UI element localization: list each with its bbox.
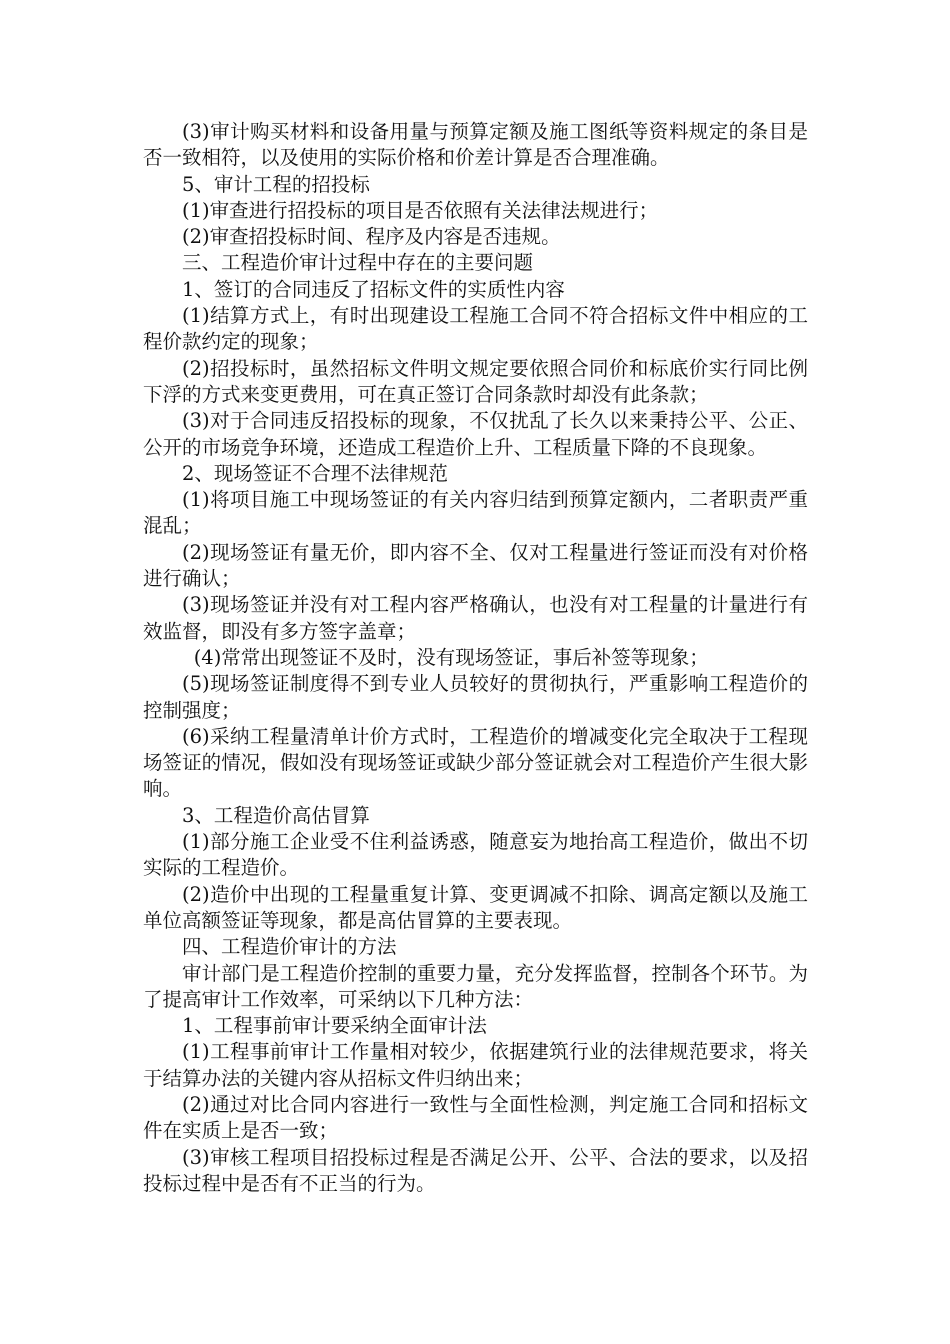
paragraph-market-disruption: (3)对于合同违反招投标的现象，不仅扰乱了长久以来秉持公平、公正、公开的市场竞争环境，还造成工程造价上升、工程质量下降的不良现象。 bbox=[143, 409, 808, 459]
paragraph-bidding-procedure: (2)审查招投标时间、程序及内容是否违规。 bbox=[182, 225, 561, 249]
paragraph-bill-of-quantities: (6)采纳工程量清单计价方式时，工程造价的增减变化完全取决于工程现场签证的情况，假如没有现场签证或缺少部分签证就会对工程造价产生很大影响。 bbox=[143, 724, 808, 801]
heading-site-visa: 2、现场签证不合理不法律规范 bbox=[182, 461, 448, 485]
paragraph-bidding-fairness: (3)审核工程项目招投标过程是否满足公开、公平、合法的要求，以及招投标过程中是否有不正当的行为。 bbox=[143, 1145, 808, 1195]
heading-pre-audit: 1、工程事前审计要采纳全面审计法 bbox=[182, 1014, 487, 1038]
paragraph-visa-budget: (1)将项目施工中现场签证的有关内容归结到预算定额内，二者职责严重混乱； bbox=[143, 488, 808, 538]
paragraph-price-floating: (2)招投标时，虽然招标文件明文规定要依照合同价和标底价实行同比例下浮的方式来变更费用，可在真正签订合同条款时却没有此条款； bbox=[143, 356, 808, 406]
paragraph-duplicate-calculation: (2)造价中出现的工程量重复计算、变更调减不扣除、调高定额以及施工单位高额签证等现象，都是高估冒算的主要表现。 bbox=[143, 882, 808, 932]
paragraph-pre-audit-workload: (1)工程事前审计工作量相对较少，依据建筑行业的法律规范要求，将关于结算办法的关键内容从招标文件归纳出来； bbox=[143, 1040, 808, 1090]
paragraph-cost-inflation: (1)部分施工企业受不住利益诱惑，随意妄为地抬高工程造价，做出不切实际的工程造价。 bbox=[143, 830, 808, 880]
paragraph-visa-supervision: (3)现场签证并没有对工程内容严格确认，也没有对工程量的计量进行有效监督，即没有多方签字盖章； bbox=[143, 593, 808, 643]
paragraph-audit-department: 审计部门是工程造价控制的重要力量，充分发挥监督，控制各个环节。为了提高审计工作效率，可采纳以下几种方法： bbox=[143, 961, 808, 1011]
heading-main-problems: 三、工程造价审计过程中存在的主要问题 bbox=[182, 251, 534, 275]
paragraph-contract-consistency: (2)通过对比合同内容进行一致性与全面性检测，判定施工合同和招标文件在实质上是否一致； bbox=[143, 1092, 808, 1143]
heading-audit-methods: 四、工程造价审计的方法 bbox=[182, 935, 397, 959]
paragraph-audit-materials: (3)审计购买材料和设备用量与预算定额及施工图纸等资料规定的条目是否一致相符，以及使用的实际价格和价差计算是否合理准确。 bbox=[143, 120, 808, 170]
heading-overestimation: 3、工程造价高估冒算 bbox=[182, 803, 370, 827]
paragraph-visa-system: (5)现场签证制度得不到专业人员较好的贯彻执行，严重影响工程造价的控制强度； bbox=[143, 672, 808, 722]
heading-contract-violation: 1、签订的合同违反了招标文件的实质性内容 bbox=[182, 277, 565, 301]
paragraph-settlement-method: (1)结算方式上，有时出现建设工程施工合同不符合招标文件中相应的工程价款约定的现象； bbox=[143, 304, 808, 354]
paragraph-visa-no-price: (2)现场签证有量无价，即内容不全、仅对工程量进行签证而没有对价格进行确认； bbox=[143, 540, 808, 591]
paragraph-bidding-legal: (1)审查进行招投标的项目是否依照有关法律法规进行； bbox=[182, 198, 659, 222]
heading-bidding-audit: 5、审计工程的招投标 bbox=[182, 172, 370, 196]
document-page bbox=[143, 119, 808, 1197]
paragraph-visa-delay: (4)常常出现签证不及时，没有现场签证，事后补签等现象； bbox=[193, 645, 709, 669]
